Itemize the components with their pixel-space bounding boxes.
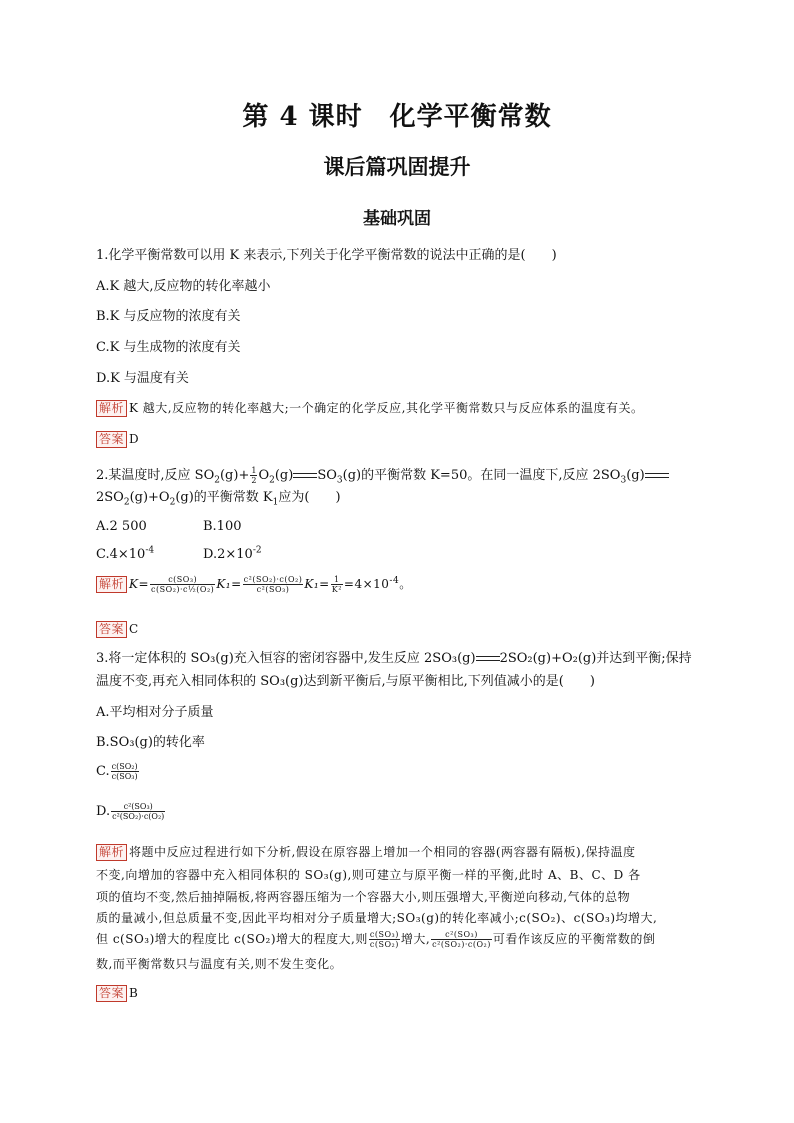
q2-text-b: (g)+ [219, 468, 250, 483]
q3-option-d-label: D. [96, 804, 111, 819]
q3-option-d[interactable] [96, 802, 166, 821]
q3-expl-fraction-2: $\frac{\text{c²(SO₃)}}{\text{c²(SO₂)·c(O₂)}}$ [432, 930, 491, 949]
k-fraction: $\frac{\text{c(SO₃)}}{\text{c(SO₂)·c½(O₂)}}$ [151, 575, 215, 594]
q1-option-a[interactable]: A.K 越大,反应物的转化率越小 [96, 279, 271, 294]
explanation-tag: 解析 [96, 400, 127, 417]
k1-reciprocal: $\frac{1}{\text{K²}}$ [331, 575, 342, 594]
q2-text-c: O [258, 468, 270, 483]
q3-option-d-fraction: $\frac{\text{c²(SO₃)}}{\text{c²(SO₂)·c(O₂)}}$ [112, 802, 165, 821]
q3-explanation-line3: 项的值均不变,然后抽掉隔板,将两容器压缩为一个容器大小,则压强增大,平衡逆向移动,气体的总物 [96, 890, 631, 904]
answer-tag: 答案 [96, 985, 127, 1002]
q2-option-d-text: D.2×10 [203, 547, 253, 562]
sub-2: 2 [214, 475, 220, 486]
q3-explanation-line4: 质的量减小,但总质量不变,因此平均相对分子质量增大;SO₃(g)的转化率减小;c(SO₂)、c(SO₃)均增大, [96, 911, 658, 925]
q2-answer-text: C [129, 622, 139, 636]
explanation-tag: 解析 [96, 576, 127, 593]
q2-option-c[interactable] [96, 546, 154, 564]
q3-explanation-line2: 不变,向增加的容器中充入相同体积的 SO₃(g),则可建立与原平衡一样的平衡,此时 A、B、C、D 各 [96, 868, 641, 882]
k1-eq-2: K₁= [304, 577, 330, 591]
sub-3b: 3 [620, 475, 627, 486]
q3-line1a: 3.将一定体积的 SO₃(g)充入恒容的密闭容器中,发生反应 2SO₃(g) [96, 651, 476, 666]
q2-text-a: 某温度时,反应 SO [108, 468, 215, 483]
q1-option-c[interactable]: C.K 与生成物的浓度有关 [96, 340, 241, 355]
equilibrium-arrow-2 [645, 472, 669, 480]
k1-eq: K₁= [216, 577, 242, 591]
answer-tag: 答案 [96, 431, 127, 448]
q2-text-d: (g) [274, 468, 294, 483]
q3-option-a[interactable]: A.平均相对分子质量 [96, 705, 214, 720]
q3-explanation-line1 [96, 843, 636, 861]
q2-l2c: (g)的平衡常数 K [175, 490, 273, 505]
q1-explanation [96, 399, 643, 417]
q2-option-b[interactable]: B.100 [203, 519, 242, 534]
page-subtitle: 课后篇巩固提升 [323, 154, 471, 179]
q2-option-a[interactable]: A.2 500 [96, 519, 147, 534]
q2-result-end: 。 [399, 577, 412, 591]
q2-text-f: (g)的平衡常数 K=50。在同一温度下,反应 2SO [342, 468, 621, 483]
q3-expl-5: 增大, [400, 932, 431, 946]
q3-expl-fraction-1: $\frac{\text{c(SO₃)}}{\text{c(SO₂)}}$ [369, 930, 399, 949]
q3-answer-text: B [129, 986, 139, 1000]
q3-stem-line2: 温度不变,再充入相同体积的 SO₃(g)达到新平衡后,与原平衡相比,下列值减小的是( ) [96, 674, 595, 689]
q2-option-d[interactable] [203, 546, 262, 564]
q3-option-c[interactable] [96, 762, 140, 781]
equilibrium-arrow [293, 472, 317, 480]
q2-option-c-exp: -4 [145, 545, 155, 556]
page-title: 第 4 课时 化学平衡常数 [242, 102, 552, 132]
q2-l2a: 2SO [96, 490, 124, 505]
q3-explanation-line6: 数,而平衡常数只与温度有关,则不发生变化。 [96, 957, 343, 971]
q2-explanation [96, 575, 412, 594]
q2-result-exp: -4 [389, 576, 400, 586]
k-eq: K= [129, 577, 150, 591]
q1-option-d[interactable]: D.K 与温度有关 [96, 371, 189, 386]
explanation-tag: 解析 [96, 844, 127, 861]
sub-1: 1 [272, 497, 279, 508]
sub-2c: 2 [123, 497, 130, 508]
q2-option-c-text: C.4×10 [96, 547, 146, 562]
q2-answer [96, 620, 139, 638]
q3-line1b: 2SO₂(g)+O₂(g)并达到平衡;保持 [499, 651, 692, 666]
q1-stem: 1.化学平衡常数可以用 K 来表示,下列关于化学平衡常数的说法中正确的是( ) [96, 248, 557, 263]
section-heading: 基础巩固 [363, 209, 431, 229]
q2-l2d: 应为( ) [278, 490, 341, 505]
sub-2d: 2 [169, 497, 176, 508]
answer-tag: 答案 [96, 621, 127, 638]
q1-answer [96, 430, 139, 448]
q3-expl-6: 可看作该反应的平衡常数的倒 [492, 932, 656, 946]
q2-result: =4×10 [343, 577, 390, 591]
sub-3: 3 [336, 475, 343, 486]
q2-l2b: (g)+O [129, 490, 170, 505]
q2-stem-line2 [96, 489, 341, 507]
half-fraction: $\frac{1}{2}$ [251, 466, 257, 485]
q3-option-c-label: C. [96, 764, 110, 779]
q3-answer [96, 984, 138, 1002]
q2-option-d-exp: -2 [252, 545, 262, 556]
q3-option-c-fraction: $\frac{\text{c(SO₂)}}{\text{c(SO₃)}}$ [111, 762, 138, 781]
q2-text-g: (g) [626, 468, 645, 483]
q1-explanation-text: K 越大,反应物的转化率越大;一个确定的化学反应,其化学平衡常数只与反应体系的温度有关。 [129, 401, 644, 415]
q2-text-e: SO [317, 468, 337, 483]
k1-fraction: $\frac{\text{c²(SO₂)·c(O₂)}}{\text{c²(SO₃)}}$ [243, 575, 303, 594]
q3-explanation-line5 [96, 930, 655, 949]
q1-option-b[interactable]: B.K 与反应物的浓度有关 [96, 309, 241, 324]
q3-stem-line1 [96, 650, 692, 668]
equilibrium-arrow-3 [476, 655, 500, 663]
q2-num: 2. [96, 468, 109, 483]
sub-2b: 2 [269, 475, 275, 486]
q3-expl-0: 将题中反应过程进行如下分析,假设在原容器上增加一个相同的容器(两容器有隔板),保持温度 [129, 845, 636, 859]
q3-option-b[interactable]: B.SO₃(g)的转化率 [96, 735, 205, 750]
q2-stem-line1 [96, 466, 669, 485]
q3-expl-4: 但 c(SO₃)增大的程度比 c(SO₂)增大的程度大,则 [96, 932, 368, 946]
q1-answer-text: D [129, 432, 140, 446]
